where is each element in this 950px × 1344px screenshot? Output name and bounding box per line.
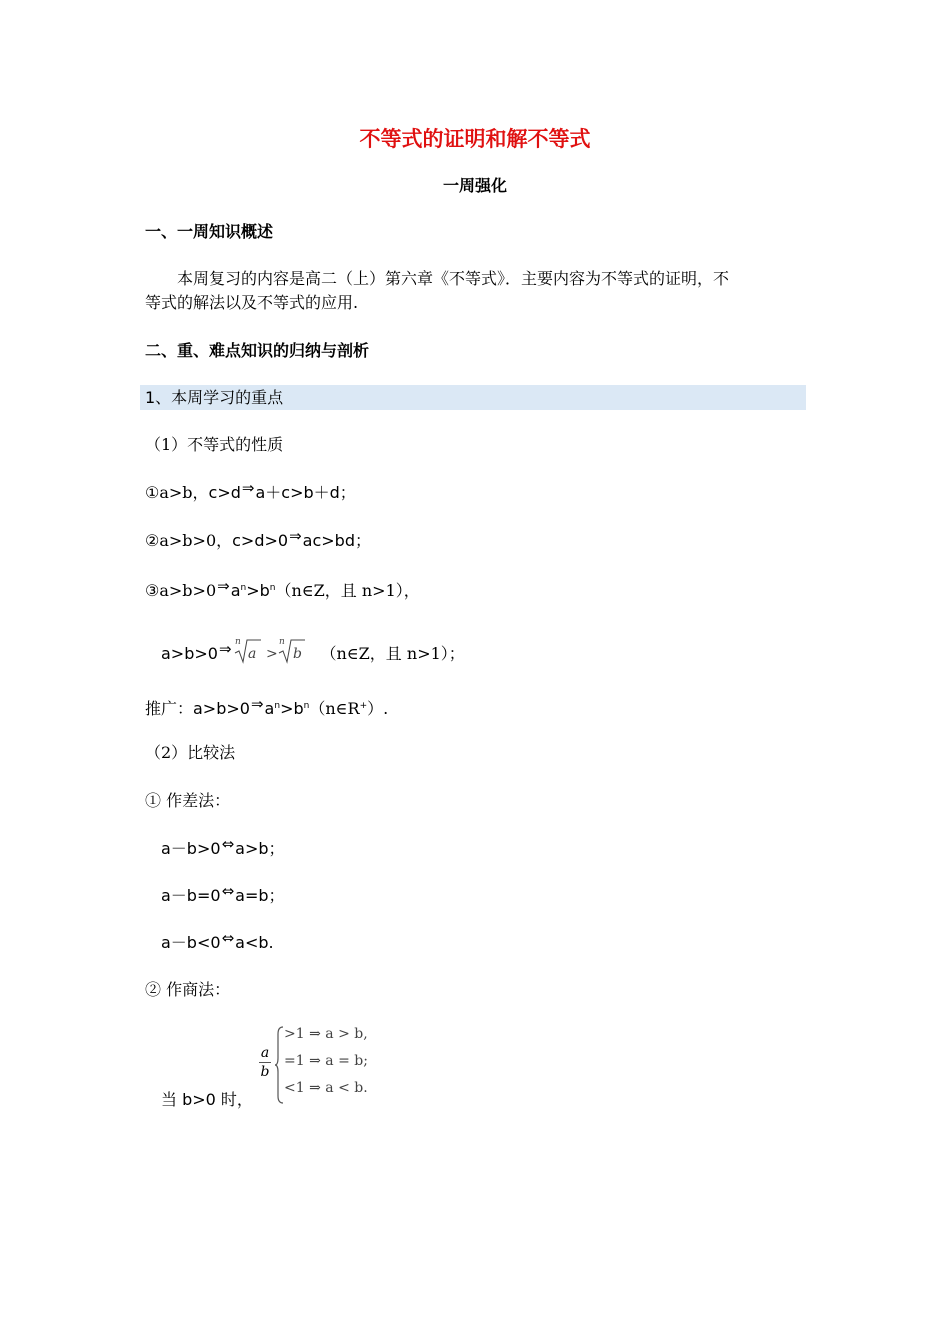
d3-part-a: a－b<0	[161, 933, 221, 952]
gen-part-c: >b	[280, 699, 304, 718]
iff-icon: ⇔	[221, 929, 235, 947]
gen-part-a: 推广：a>b>0	[145, 699, 250, 718]
implies-icon: ⇒	[289, 527, 302, 545]
subheading-properties: （1）不等式的性质	[145, 435, 284, 454]
fraction-numerator: a	[260, 1045, 270, 1061]
d2-part-b: a=b；	[235, 886, 285, 905]
p4-part-d: （n∈Z，且 n>1）；	[320, 644, 465, 663]
p3-part-d: （n∈Z，且 n>1），	[275, 581, 420, 600]
p2-part-b: c>d>0	[232, 531, 289, 550]
quotient-case-2: =1 ⇒ a = b;	[284, 1053, 368, 1069]
gen-part-b: a	[264, 699, 275, 718]
document-subtitle: 一周强化	[442, 176, 507, 195]
implies-icon: ⇒	[241, 479, 255, 497]
d3-part-b: a<b.	[235, 933, 274, 952]
section2-heading: 二、重、难点知识的归纳与剖析	[145, 341, 370, 360]
radicand-b: b	[292, 646, 302, 662]
radicand-a: a	[247, 646, 256, 662]
quotient-case-1: >1 ⇒ a > b,	[284, 1026, 368, 1042]
fraction-a-over-b	[258, 1044, 272, 1081]
implies-icon: ⇒	[217, 577, 230, 595]
root-index-1: n	[234, 637, 241, 647]
p3-part-b: a	[230, 581, 241, 600]
difference-case-3	[161, 931, 274, 955]
property-3	[145, 576, 420, 603]
gen-exponent-1: n	[274, 701, 281, 711]
overview-paragraph-line2: 等式的解法以及不等式的应用.	[145, 293, 359, 312]
d1-part-b: a>b；	[235, 839, 285, 858]
root-greater-than: >	[265, 646, 278, 662]
p1-part-c: a＋c>b＋d；	[255, 483, 356, 502]
left-brace-icon	[274, 1026, 284, 1104]
p1-part-a: ①a>b，	[145, 483, 209, 502]
gen-part-e: ）.	[367, 699, 389, 718]
gen-part-d: （n∈R	[309, 699, 360, 718]
property-4	[161, 636, 465, 673]
difference-case-1	[161, 837, 285, 861]
property-1	[145, 481, 356, 505]
implies-icon: ⇒	[250, 695, 264, 713]
implies-icon: ⇒	[218, 640, 232, 658]
root-index-2: n	[278, 637, 285, 647]
p3-exponent-2: n	[269, 583, 276, 593]
p3-part-c: >b	[246, 581, 270, 600]
p4-part-a: a>b>0	[161, 644, 218, 663]
iff-icon: ⇔	[221, 835, 235, 853]
generalization	[145, 694, 388, 721]
document-title: 不等式的证明和解不等式	[359, 127, 591, 151]
p1-part-b: c>d	[208, 483, 241, 502]
method-quotient: ② 作商法：	[145, 980, 231, 999]
nth-root-a-icon	[233, 636, 321, 673]
overview-paragraph-line1: 本周复习的内容是高二（上）第六章《不等式》．主要内容为不等式的证明，不	[177, 269, 730, 288]
p3-part-a: ③a>b>0	[145, 581, 217, 600]
d1-part-a: a－b>0	[161, 839, 221, 858]
subheading-comparison: （2）比较法	[145, 743, 236, 762]
iff-icon: ⇔	[221, 882, 235, 900]
quotient-lead: 当 b>0 时，	[161, 1090, 253, 1109]
p3-exponent-1: n	[240, 583, 247, 593]
property-2	[145, 529, 371, 553]
difference-case-2	[161, 884, 285, 908]
fraction-denominator: b	[260, 1064, 270, 1080]
gen-superscript-plus: +	[359, 701, 368, 711]
method-difference: ① 作差法：	[145, 791, 231, 810]
p2-part-a: ②a>b>0，	[145, 531, 233, 550]
band-heading: 1、本周学习的重点	[145, 388, 284, 407]
section1-heading: 一、一周知识概述	[145, 222, 274, 241]
p2-part-c: ac>bd；	[302, 531, 371, 550]
quotient-case-3: <1 ⇒ a < b.	[284, 1080, 368, 1096]
gen-exponent-2: n	[303, 701, 310, 711]
d2-part-a: a－b=0	[161, 886, 221, 905]
